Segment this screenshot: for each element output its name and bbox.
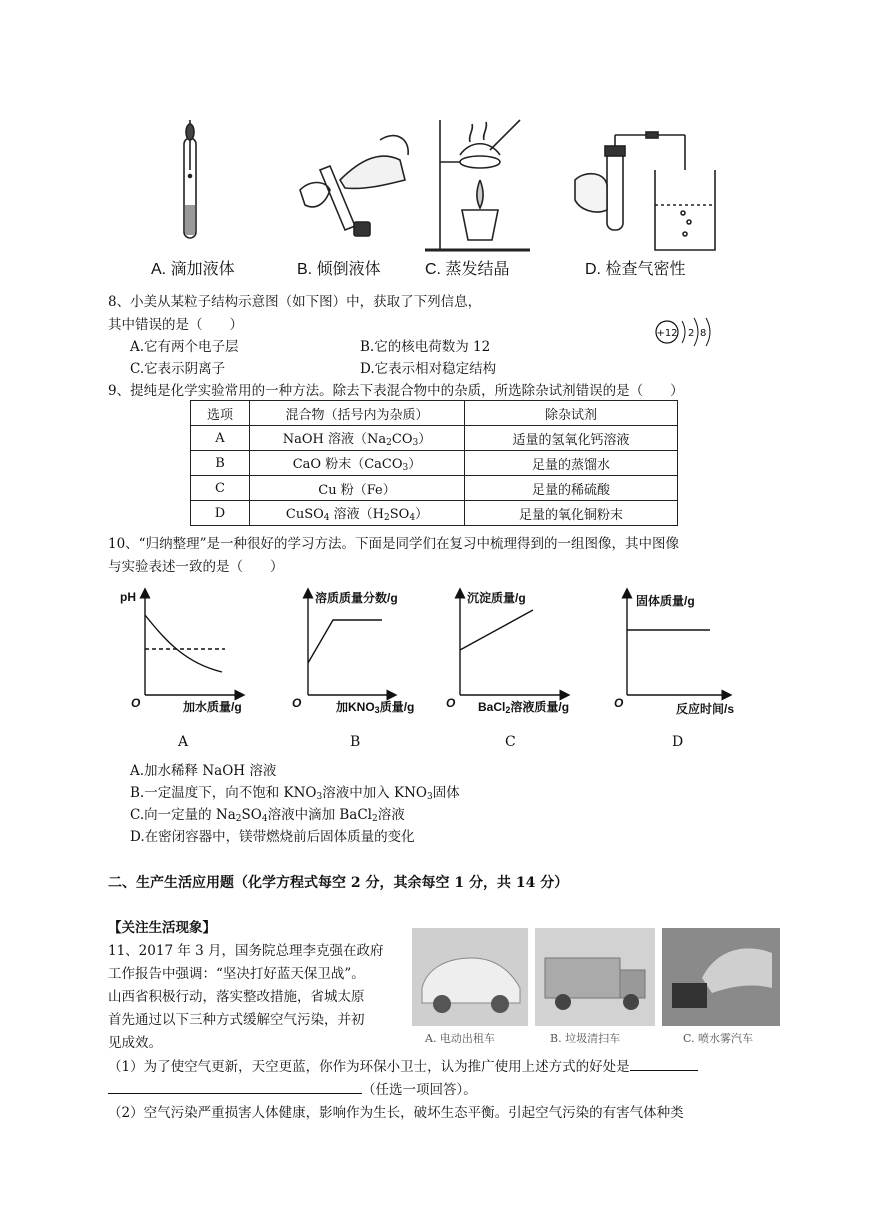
graph-a-origin: O [131, 696, 141, 710]
caption-a: A. 滴加液体 [151, 261, 235, 278]
q11-line1: 11、2017 年 3 月，国务院总理李克强在政府 [108, 943, 384, 959]
table-row [191, 476, 678, 501]
row-option: D [191, 501, 250, 526]
table-header-row [191, 401, 678, 426]
answer-blank-1-continued[interactable] [108, 1079, 362, 1094]
section2-title: 二、生产生活应用题（化学方程式每空 2 分，其余每空 1 分，共 14 分） [108, 875, 569, 891]
graph-d-letter: D [672, 734, 684, 750]
q8-option-a: A.它有两个电子层 [130, 339, 239, 355]
q11-line5: 见成效。 [108, 1035, 162, 1051]
q8-stem-line1: 8、小美从某粒子结构示意图（如下图）中，获取了下列信息， [108, 294, 482, 310]
apparatus-illustrations [0, 110, 869, 260]
graph-c-letter: C [505, 734, 516, 750]
header-option: 选项 [191, 401, 250, 426]
graph-d-xlabel: 反应时间/s [676, 702, 735, 716]
q10-option-b: B.一定温度下，向不饱和 $KNO_3$溶液中加入 $KNO_3$固体 [130, 785, 460, 802]
airtight-check-illustration [575, 132, 715, 250]
photo-caption-a: A. 电动出租车 [425, 1032, 495, 1045]
section2-subtitle: 【关注生活现象】 [108, 920, 216, 936]
q10-stem-line2: 与实验表述一致的是（ ） [108, 559, 284, 575]
pouring-illustration [300, 136, 408, 236]
dropper-illustration [184, 120, 196, 238]
graph-a-ylabel: pH [120, 590, 136, 604]
graph-c-origin: O [446, 696, 456, 710]
caption-c: C. 蒸发结晶 [425, 261, 510, 278]
row-mixture: CaO 粉末（CaCO$_3$） [250, 451, 465, 476]
q10-option-d: D.在密闭容器中，镁带燃烧前后固体质量的变化 [130, 829, 415, 845]
table-row [191, 501, 678, 526]
table-row [191, 451, 678, 476]
graph-b-ylabel: 溶质质量分数/g [315, 591, 398, 605]
q11-line2: 工作报告中强调：“坚决打好蓝天保卫战”。 [108, 966, 365, 982]
graph-c-ylabel: 沉淀质量/g [467, 591, 526, 605]
graph-c-xlabel: BaCl$_2$溶液质量/g [478, 700, 570, 715]
photo-electric-taxi [412, 928, 528, 1026]
truck-icon [535, 928, 655, 1026]
graph-c [460, 593, 565, 695]
row-option: C [191, 476, 250, 501]
atom-structure-diagram [650, 313, 720, 353]
graph-a-xlabel: 加水质量/g [183, 700, 242, 714]
q11-part1-line2: （任选一项回答）。 [108, 1078, 477, 1098]
row-reagent: 足量的稀硫酸 [465, 476, 678, 501]
row-mixture: CuSO$_4$ 溶液$(H_2SO_4)$ [250, 501, 465, 526]
answer-blank-1[interactable] [630, 1056, 698, 1071]
row-mixture: NaOH 溶液$(Na_2CO_3)$ [250, 426, 465, 451]
q8-option-b: B.它的核电荷数为 12 [360, 339, 491, 355]
graph-b-xlabel: 加$KNO_3$质量/g [336, 700, 415, 715]
nucleus-charge: +12 [656, 328, 678, 339]
photo-caption-c: C. 喷水雾汽车 [683, 1032, 754, 1045]
q11-part1-line1: （1）为了使空气更新，天空更蓝，你作为环保小卫士，认为推广使用上述方式的好处是 [108, 1055, 698, 1075]
header-reagent: 除杂试剂 [465, 401, 678, 426]
q8-option-c: C.它表示阴离子 [130, 361, 226, 377]
q9-table [190, 400, 678, 526]
graph-b-origin: O [292, 696, 302, 710]
shell1-count: 2 [688, 328, 695, 339]
photo-mist-spray-truck [662, 928, 780, 1026]
graph-b-curve [308, 620, 382, 663]
q10-option-c: C.向一定量的 $Na_2SO_4$溶液中滴加 BaCl$_2$溶液 [130, 807, 405, 824]
q11-line3: 山西省积极行动，落实整改措施，省城太原 [108, 989, 365, 1005]
q9-stem: 9、提纯是化学实验常用的一种方法。除去下表混合物中的杂质，所选除杂试剂错误的是（ ） [108, 383, 684, 399]
spray-truck-icon [662, 928, 780, 1026]
row-mixture: Cu 粉（Fe） [250, 476, 465, 501]
graph-b [308, 593, 392, 695]
graph-a [145, 593, 240, 695]
header-mixture: 混合物（括号内为杂质） [250, 401, 465, 426]
evaporation-illustration [425, 120, 530, 250]
graph-a-curve [145, 615, 222, 672]
car-icon [412, 928, 528, 1026]
row-reagent: 适量的氢氧化钙溶液 [465, 426, 678, 451]
row-option: A [191, 426, 250, 451]
photo-caption-b: B. 垃圾清扫车 [550, 1032, 621, 1045]
graph-b-letter: B [350, 734, 361, 750]
shell2-count: 8 [700, 328, 707, 339]
q10-stem-line1: 10、“归纳整理”是一种很好的学习方法。下面是同学们在复习中梳理得到的一组图像，其中图像 [108, 536, 679, 552]
graph-a-letter: A [178, 734, 189, 750]
graph-d-ylabel: 固体质量/g [636, 594, 695, 608]
q8-stem-line2: 其中错误的是（ ） [108, 317, 243, 333]
caption-b: B. 倾倒液体 [297, 261, 381, 278]
q11-part2: （2）空气污染严重损害人体健康，影响作为生长，破坏生态平衡。引起空气污染的有害气体种类 [108, 1105, 684, 1121]
q8-option-d: D.它表示相对稳定结构 [360, 361, 497, 377]
table-row [191, 426, 678, 451]
row-reagent: 足量的蒸馏水 [465, 451, 678, 476]
row-reagent: 足量的氧化铜粉末 [465, 501, 678, 526]
caption-d: D. 检查气密性 [585, 261, 686, 278]
graph-d-origin: O [614, 696, 624, 710]
graph-c-curve [460, 610, 533, 650]
row-option: B [191, 451, 250, 476]
photo-street-sweeper [535, 928, 655, 1026]
q10-option-a: A.加水稀释 NaOH 溶液 [130, 763, 277, 779]
q11-line4: 首先通过以下三种方式缓解空气污染，并初 [108, 1012, 365, 1028]
